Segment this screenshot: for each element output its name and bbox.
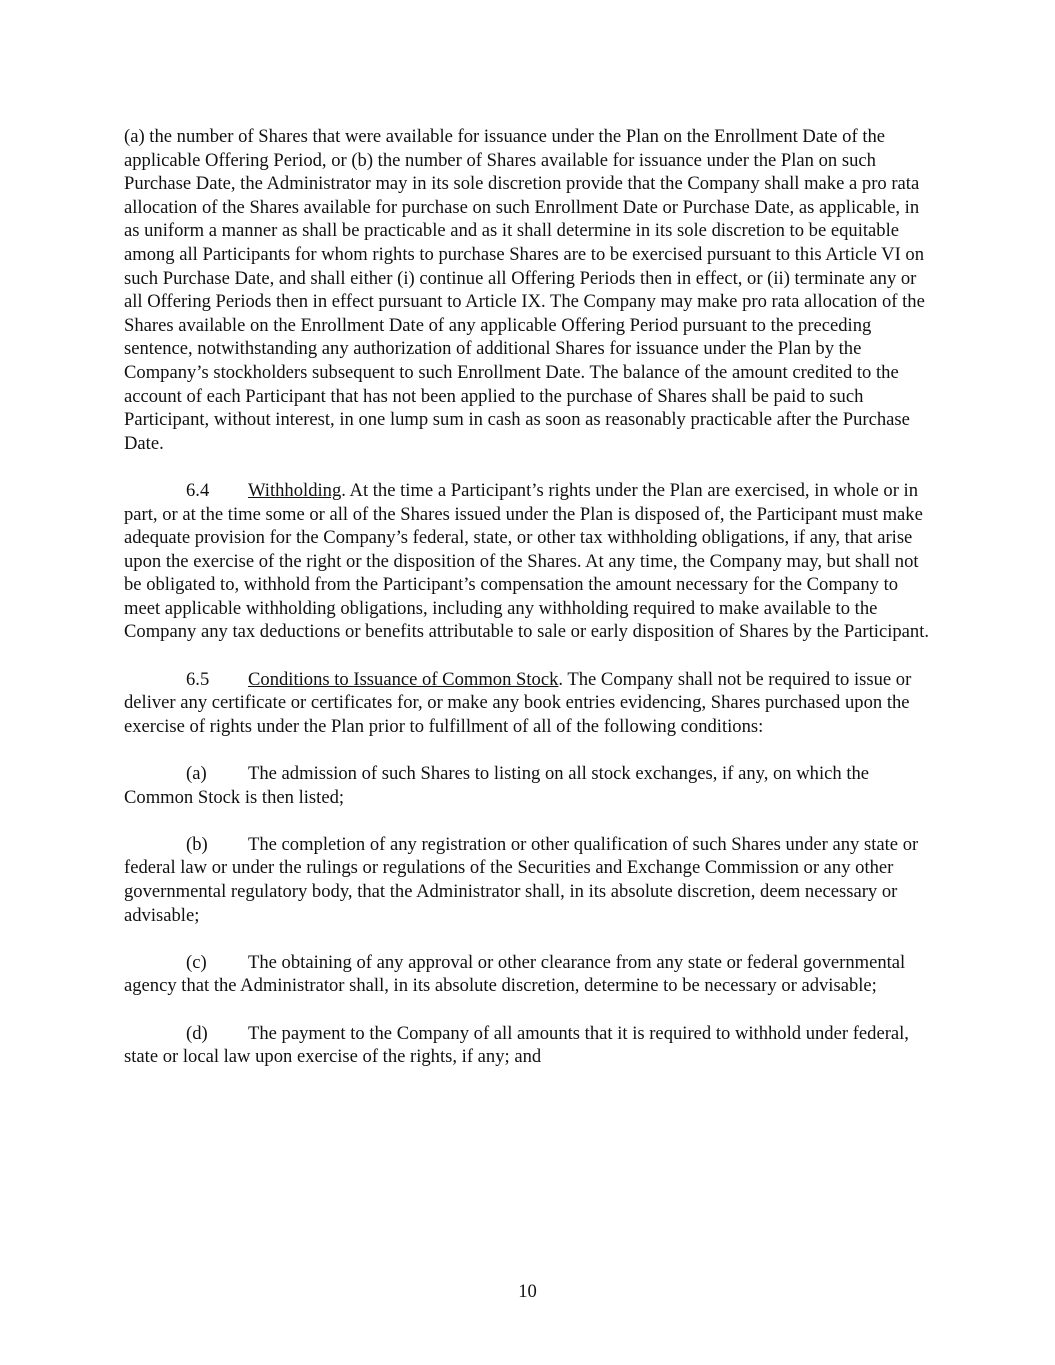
paragraph-text: The payment to the Company of all amounts that it is required to withhold under federal, state or local law upon exercise of the rights, if any; and [124,1022,909,1068]
page-number: 10 [518,1281,537,1302]
section-6-5-conditions [124,668,932,739]
paragraph-text: The admission of such Shares to listing on all stock exchanges, if any, on which the Common Stock is then listed; [124,763,870,808]
paragraph-text: . The Company shall not be required to issue or deliver any certificate or certificates for, or make any book entries evidencing, Shares purchased upon the exercise of rights under the Plan prior to fulfillment of all of the following conditions: [124,668,912,737]
section-heading: Conditions to Issuance of Common Stock [248,668,559,690]
paragraph-text: The obtaining of any approval or other clearance from any state or federal governmental agency that the Administrator shall, in its absolute discretion, determine to be necessary or advisable; [124,951,906,997]
section-number: 6.4 [186,479,210,501]
document-body [124,125,932,1092]
paragraph-text: (a) the number of Shares that were available for issuance under the Plan on the Enrollment Date of the applicable Offering Period, or (b) the number of Shares available for issuance under the Plan on such Purchase Date, the Administrator may in its sole discretion provide that the Company shall make a pro rata allocation of the Shares available for purchase on such Enrollment Date or Purchase Date, as applicable, in as uniform a manner as shall be practicable and as it shall determine in its sole discretion to be equitable among all Participants for whom rights to purchase Shares are to be exercised pursuant to this Article VI on such Purchase Date, and shall either (i) continue all Offering Periods then in effect, or (ii) terminate any or all Offering Periods then in effect pursuant to Article IX. The Company may make pro rata allocation of the Shares available on the Enrollment Date of any applicable Offering Period pursuant to the preceding sentence, notwithstanding any authorization of additional Shares for issuance under the Plan by the Company’s stockholders subsequent to such Enrollment Date. The balance of the amount credited to the account of each Participant that has not been applied to the purchase of Shares shall be paid to such Participant, without interest, in one lump sum in cash as soon as reasonably practicable after the Purchase Date. [124,126,925,454]
clause-label: (c) [186,951,207,973]
paragraph-text: . At the time a Participant’s rights under the Plan are exercised, in whole or in part, or at the time some or all of the Shares issued under the Plan is disposed of, the Participant must make adequate provision for the Company’s federal, state, or other tax withholding obligations, if any, that arise upon the exercise of the right or the disposition of the Shares. At any time, the Company may, but shall not be obligated to, withhold from the Participant’s compensation the amount necessary for the Company to meet applicable withholding obligations, including any withholding required to make available to the Company any tax deductions or benefits attributable to sale or early disposition of Shares by the Participant. [124,479,930,643]
section-heading: Withholding [248,479,342,501]
paragraph-text: The completion of any registration or other qualification of such Shares under any state or federal law or under the rulings or regulations of the Securities and Exchange Commission or any other governmental regulatory body, that the Administrator shall, in its absolute discretion, deem necessary or advisable; [124,833,919,926]
condition-c [124,951,932,998]
condition-d [124,1022,932,1069]
condition-a [124,762,932,809]
clause-label: (b) [186,833,208,855]
clause-label: (a) [186,763,207,785]
section-6-4-withholding [124,479,932,644]
clause-label: (d) [186,1022,208,1044]
section-number: 6.5 [186,668,210,690]
condition-b [124,833,932,927]
paragraph-allocation-continued [124,125,932,455]
